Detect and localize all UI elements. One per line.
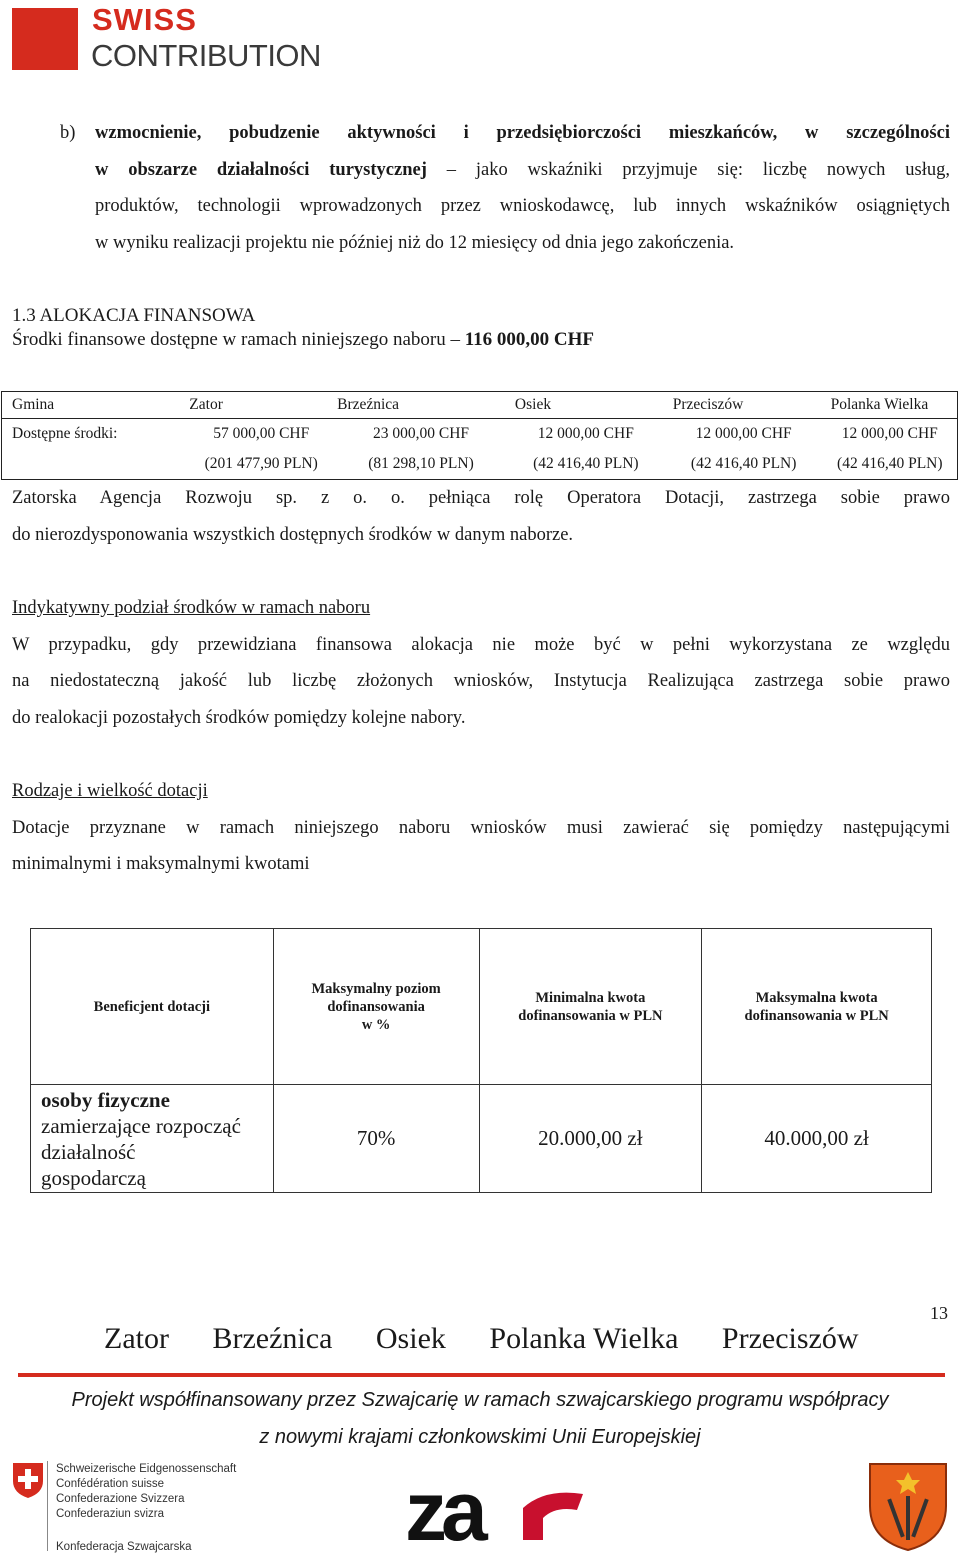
header-line: Maksymalny poziom (311, 980, 441, 997)
page-number: 13 (930, 1303, 948, 1323)
header-max-amount (702, 929, 932, 1085)
beneficiary-bold: osoby fizyczne (41, 1087, 170, 1112)
indicative-section (12, 590, 950, 736)
place-name: Zator (104, 1322, 169, 1355)
table-header-cell: Przeciszów (665, 392, 823, 419)
svg-text:za: za (405, 1478, 482, 1548)
place-name: Osiek (375, 1322, 446, 1355)
confederation-line: Confederaziun svizra (56, 1508, 165, 1520)
operator-note-line-2: do nierozdysponowania wszystkich dostępnych środków w danym naborze. (12, 524, 574, 545)
allocation-heading: 1.3 ALOKACJA FINANSOWA (12, 305, 256, 326)
indicative-title: Indykatywny podział środków w ramach naboru (12, 598, 371, 618)
table-cell-pln: (42 416,40 PLN) (823, 449, 958, 480)
confederation-line: Schweizerische Eidgenossenschaft (56, 1463, 237, 1475)
zar-logo (405, 1478, 595, 1548)
header-line: dofinansowania (327, 998, 425, 1015)
section-b-line-2-rest: – jako wskaźniki przyjmuje się: liczbę nowych usług, (426, 159, 950, 180)
logo-text-swiss: SWISS (92, 2, 197, 37)
beneficiary-cell (31, 1085, 274, 1193)
swiss-confederation-text (56, 1462, 236, 1555)
logo-text-contribution: CONTRIBUTION (91, 38, 321, 73)
allocation-table (1, 391, 958, 480)
table-cell-empty (2, 449, 188, 480)
beneficiary-line: zamierzające rozpocząć (41, 1113, 241, 1138)
table-row-label: Dostępne środki: (2, 419, 188, 450)
operator-note-line-1: Zatorska Agencja Rozwoju sp. z o. o. pełniąca rolę Operatora Dotacji, zastrzega sobie prawo (12, 488, 950, 508)
table-header-cell: Gmina (2, 392, 188, 419)
operator-note (12, 480, 950, 553)
table-cell-pln: (81 298,10 PLN) (335, 449, 507, 480)
header-max-level (273, 929, 479, 1085)
allocation-intro-text: Środki finansowe dostępne w ramach niniejszego naboru – (12, 329, 465, 350)
section-b-line-1: wzmocnienie, pobudzenie aktywności i przedsiębiorczości mieszkańców, w szczególności (95, 123, 950, 143)
table-header-cell: Zator (187, 392, 335, 419)
table-header-cell: Osiek (507, 392, 665, 419)
table-cell-chf: 12 000,00 CHF (823, 419, 958, 450)
swiss-contribution-logo-mark (12, 8, 78, 70)
min-amount-cell: 20.000,00 zł (479, 1085, 702, 1193)
grant-table (30, 928, 932, 1193)
max-amount-cell: 40.000,00 zł (702, 1085, 932, 1193)
table-cell-pln: (42 416,40 PLN) (665, 449, 823, 480)
table-cell-chf: 57 000,00 CHF (213, 425, 310, 442)
indicative-line-3: do realokacji pozostałych środków pomiędzy kolejne nabory. (12, 707, 466, 728)
types-title: Rodzaje i wielkość dotacji (12, 781, 208, 801)
table-row (2, 449, 958, 480)
beneficiary-line: gospodarczą (41, 1165, 146, 1190)
header-line: dofinansowania w PLN (744, 1007, 889, 1024)
place-name: Przeciszów (721, 1322, 859, 1355)
header-line: dofinansowania w PLN (518, 1007, 663, 1024)
section-b-line-4: w wyniku realizacji projektu nie później niż do 12 miesięcy od dnia jego zakończenia. (95, 232, 735, 253)
beneficiary-line: działalność (41, 1139, 136, 1164)
section-b-line-2 (95, 152, 950, 189)
allocation-heading-block (12, 304, 594, 352)
indicative-line-2: na niedostateczną jakość lub liczbę złożonych wniosków, Instytucja Realizująca zastrzega sobie prawo (12, 671, 950, 692)
municipality-coat-of-arms-icon (866, 1460, 950, 1552)
table-cell-pln: (42 416,40 PLN) (507, 449, 665, 480)
footer-line-2: z nowymi krajami członkowskimi Unii Europejskiej (259, 1426, 701, 1448)
table-cell-pln: (201 477,90 PLN) (187, 449, 335, 480)
place-name: Polanka Wielka (489, 1322, 679, 1355)
types-line-1: Dotacje przyznane w ramach niniejszego naboru wniosków musi zawierać się pomiędzy następującymi (12, 817, 950, 838)
indicative-line-1: W przypadku, gdy przewidziana finansowa alokacja nie może być w pełni wykorzystana ze względu (12, 634, 950, 655)
swiss-coat-of-arms-icon (11, 1461, 45, 1499)
table-cell-chf: 12 000,00 CHF (695, 425, 792, 442)
section-b-bold-text: w obszarze działalności turystycznej (95, 159, 427, 180)
confederation-line: Confédération suisse (56, 1478, 165, 1490)
allocation-table-header (2, 392, 958, 419)
footer-line-1: Projekt współfinansowany przez Szwajcarię w ramach szwajcarskiego programu współpracy (71, 1389, 889, 1411)
section-b-paragraph (95, 115, 950, 261)
footer-divider (18, 1373, 945, 1377)
header-line: w % (361, 1016, 391, 1033)
header-line: Minimalna kwota (535, 989, 646, 1006)
swiss-cross-icon (12, 8, 78, 70)
table-header-cell: Polanka Wielka (823, 392, 958, 419)
types-line-2: minimalnymi i maksymalnymi kwotami (12, 854, 310, 875)
table-header-cell: Brzeźnica (335, 392, 507, 419)
confederation-pl: Konfederacja Szwajcarska (56, 1541, 192, 1553)
table-row (2, 419, 958, 450)
header-line: Maksymalna kwota (755, 989, 878, 1006)
place-name: Brzeźnica (212, 1322, 333, 1355)
grant-table-header (31, 929, 932, 1085)
footer-places (104, 1322, 895, 1356)
list-marker-b: b) (60, 123, 76, 143)
confederation-divider (47, 1461, 49, 1551)
allocation-total-amount: 116 000,00 CHF (464, 329, 595, 350)
max-percent-cell: 70% (273, 1085, 479, 1193)
table-cell-chf: 23 000,00 CHF (373, 425, 470, 442)
confederation-line: Confederazione Svizzera (56, 1493, 185, 1505)
types-section (12, 773, 950, 883)
section-b-line-3: produktów, technologii wprowadzonych przez wnioskodawcę, lub innych wskaźników osiągniętych (95, 196, 950, 217)
allocation-intro (12, 328, 594, 352)
header-min-amount (479, 929, 702, 1085)
header-beneficiary: Beneficjent dotacji (31, 929, 274, 1085)
table-row (31, 1085, 932, 1193)
table-cell-chf: 12 000,00 CHF (537, 425, 634, 442)
